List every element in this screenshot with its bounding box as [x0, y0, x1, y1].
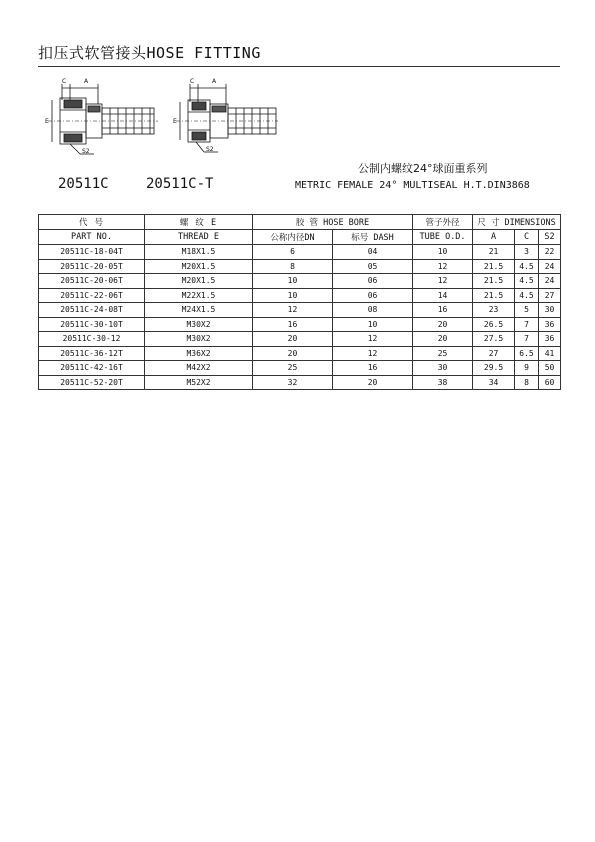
cell-dim-c: 4.5	[515, 274, 539, 289]
cell-dash: 05	[333, 259, 413, 274]
cell-dn: 20	[253, 346, 333, 361]
cell-dim-a: 21.5	[473, 274, 515, 289]
header-part-no: PART NO.	[39, 230, 145, 245]
label-s2: S2	[82, 148, 90, 155]
cell-dim-s2: 36	[539, 317, 561, 332]
cell-dn: 32	[253, 375, 333, 390]
header-c: C	[515, 230, 539, 245]
header-thread-e: THREAD E	[145, 230, 253, 245]
cell-tube-od: 14	[413, 288, 473, 303]
dimensions-table	[38, 214, 561, 390]
label-a: A	[212, 78, 217, 85]
cell-part-no: 20511C-30-10T	[39, 317, 145, 332]
cell-dn: 16	[253, 317, 333, 332]
cell-thread: M18X1.5	[145, 245, 253, 260]
table-header-row-en	[39, 230, 561, 245]
cell-thread: M30X2	[145, 317, 253, 332]
cell-part-no: 20511C-22-06T	[39, 288, 145, 303]
table-row	[39, 303, 561, 318]
cell-dim-s2: 36	[539, 332, 561, 347]
cell-part-no: 20511C-20-06T	[39, 274, 145, 289]
cell-dim-a: 26.5	[473, 317, 515, 332]
cell-tube-od: 16	[413, 303, 473, 318]
cell-dim-s2: 50	[539, 361, 561, 376]
series-title-en: METRIC FEMALE 24° MULTISEAL H.T.DIN3868	[295, 180, 530, 191]
cell-dim-a: 34	[473, 375, 515, 390]
cell-dim-a: 21	[473, 245, 515, 260]
header-dn: 公称内径DN	[253, 230, 333, 245]
cell-part-no: 20511C-36-12T	[39, 346, 145, 361]
cell-dim-s2: 60	[539, 375, 561, 390]
cell-part-no: 20511C-30-12	[39, 332, 145, 347]
cell-dim-s2: 27	[539, 288, 561, 303]
label-c: C	[62, 78, 67, 85]
cell-tube-od: 10	[413, 245, 473, 260]
cell-dash: 04	[333, 245, 413, 260]
cell-tube-od: 25	[413, 346, 473, 361]
cell-dash: 16	[333, 361, 413, 376]
fitting-drawing-20511c	[40, 78, 160, 160]
cell-tube-od: 30	[413, 361, 473, 376]
table-row	[39, 245, 561, 260]
cell-dim-a: 23	[473, 303, 515, 318]
table-row	[39, 317, 561, 332]
label-a: A	[84, 78, 89, 85]
cell-thread: M30X2	[145, 332, 253, 347]
title-divider	[38, 66, 560, 67]
header-thread-cn: 螺 纹 E	[145, 215, 253, 230]
cell-thread: M36X2	[145, 346, 253, 361]
header-a: A	[473, 230, 515, 245]
part-code-20511c-t: 20511C-T	[146, 176, 214, 192]
cell-dn: 10	[253, 288, 333, 303]
table-header-row-cn	[39, 215, 561, 230]
cell-dim-s2: 30	[539, 303, 561, 318]
cell-dim-c: 3	[515, 245, 539, 260]
label-s2: S2	[206, 146, 214, 153]
cell-dn: 25	[253, 361, 333, 376]
cell-thread: M22X1.5	[145, 288, 253, 303]
cell-dash: 12	[333, 332, 413, 347]
cell-tube-od: 20	[413, 332, 473, 347]
cell-dim-c: 7	[515, 332, 539, 347]
cell-dn: 10	[253, 274, 333, 289]
cell-dim-s2: 24	[539, 259, 561, 274]
cell-dim-a: 29.5	[473, 361, 515, 376]
cell-dn: 6	[253, 245, 333, 260]
cell-tube-od: 38	[413, 375, 473, 390]
cell-dim-c: 9	[515, 361, 539, 376]
cell-dn: 20	[253, 332, 333, 347]
cell-dim-c: 4.5	[515, 288, 539, 303]
header-hose-bore: 胶 管 HOSE BORE	[253, 215, 413, 230]
cell-dim-c: 6.5	[515, 346, 539, 361]
table-row	[39, 346, 561, 361]
page-title: 扣压式软管接头HOSE FITTING	[38, 44, 261, 62]
cell-dim-s2: 24	[539, 274, 561, 289]
cell-tube-od: 12	[413, 259, 473, 274]
cell-thread: M24X1.5	[145, 303, 253, 318]
cell-dash: 06	[333, 288, 413, 303]
header-tube-od: TUBE O.D.	[413, 230, 473, 245]
cell-part-no: 20511C-42-16T	[39, 361, 145, 376]
cell-dim-s2: 22	[539, 245, 561, 260]
header-dimensions: 尺 寸 DIMENSIONS	[473, 215, 561, 230]
cell-dash: 10	[333, 317, 413, 332]
header-part-no-cn: 代 号	[39, 215, 145, 230]
cell-dim-a: 27	[473, 346, 515, 361]
cell-thread: M42X2	[145, 361, 253, 376]
cell-thread: M52X2	[145, 375, 253, 390]
series-title-cn: 公制内螺纹24°球面重系列	[358, 162, 488, 175]
cell-dn: 12	[253, 303, 333, 318]
label-c: C	[190, 78, 195, 85]
cell-thread: M20X1.5	[145, 259, 253, 274]
cell-tube-od: 20	[413, 317, 473, 332]
header-dash: 标号 DASH	[333, 230, 413, 245]
cell-dash: 20	[333, 375, 413, 390]
label-e: E	[45, 118, 49, 125]
cell-dn: 8	[253, 259, 333, 274]
cell-thread: M20X1.5	[145, 274, 253, 289]
table-row	[39, 375, 561, 390]
cell-part-no: 20511C-24-08T	[39, 303, 145, 318]
header-tube-od-cn: 管子外径	[413, 215, 473, 230]
cell-dash: 08	[333, 303, 413, 318]
table-row	[39, 288, 561, 303]
cell-dash: 06	[333, 274, 413, 289]
cell-dim-a: 27.5	[473, 332, 515, 347]
cell-dim-c: 7	[515, 317, 539, 332]
table-row	[39, 274, 561, 289]
table-row	[39, 332, 561, 347]
fitting-drawing-20511c-t	[168, 78, 280, 160]
cell-dash: 12	[333, 346, 413, 361]
cell-part-no: 20511C-20-05T	[39, 259, 145, 274]
cell-dim-c: 5	[515, 303, 539, 318]
cell-tube-od: 12	[413, 274, 473, 289]
cell-dim-a: 21.5	[473, 288, 515, 303]
cell-dim-s2: 41	[539, 346, 561, 361]
cell-dim-c: 4.5	[515, 259, 539, 274]
header-s2: S2	[539, 230, 561, 245]
table-row	[39, 361, 561, 376]
cell-part-no: 20511C-52-20T	[39, 375, 145, 390]
part-code-20511c: 20511C	[58, 176, 109, 192]
table-row	[39, 259, 561, 274]
cell-dim-a: 21.5	[473, 259, 515, 274]
cell-dim-c: 8	[515, 375, 539, 390]
cell-part-no: 20511C-18-04T	[39, 245, 145, 260]
label-e: E	[173, 118, 177, 125]
